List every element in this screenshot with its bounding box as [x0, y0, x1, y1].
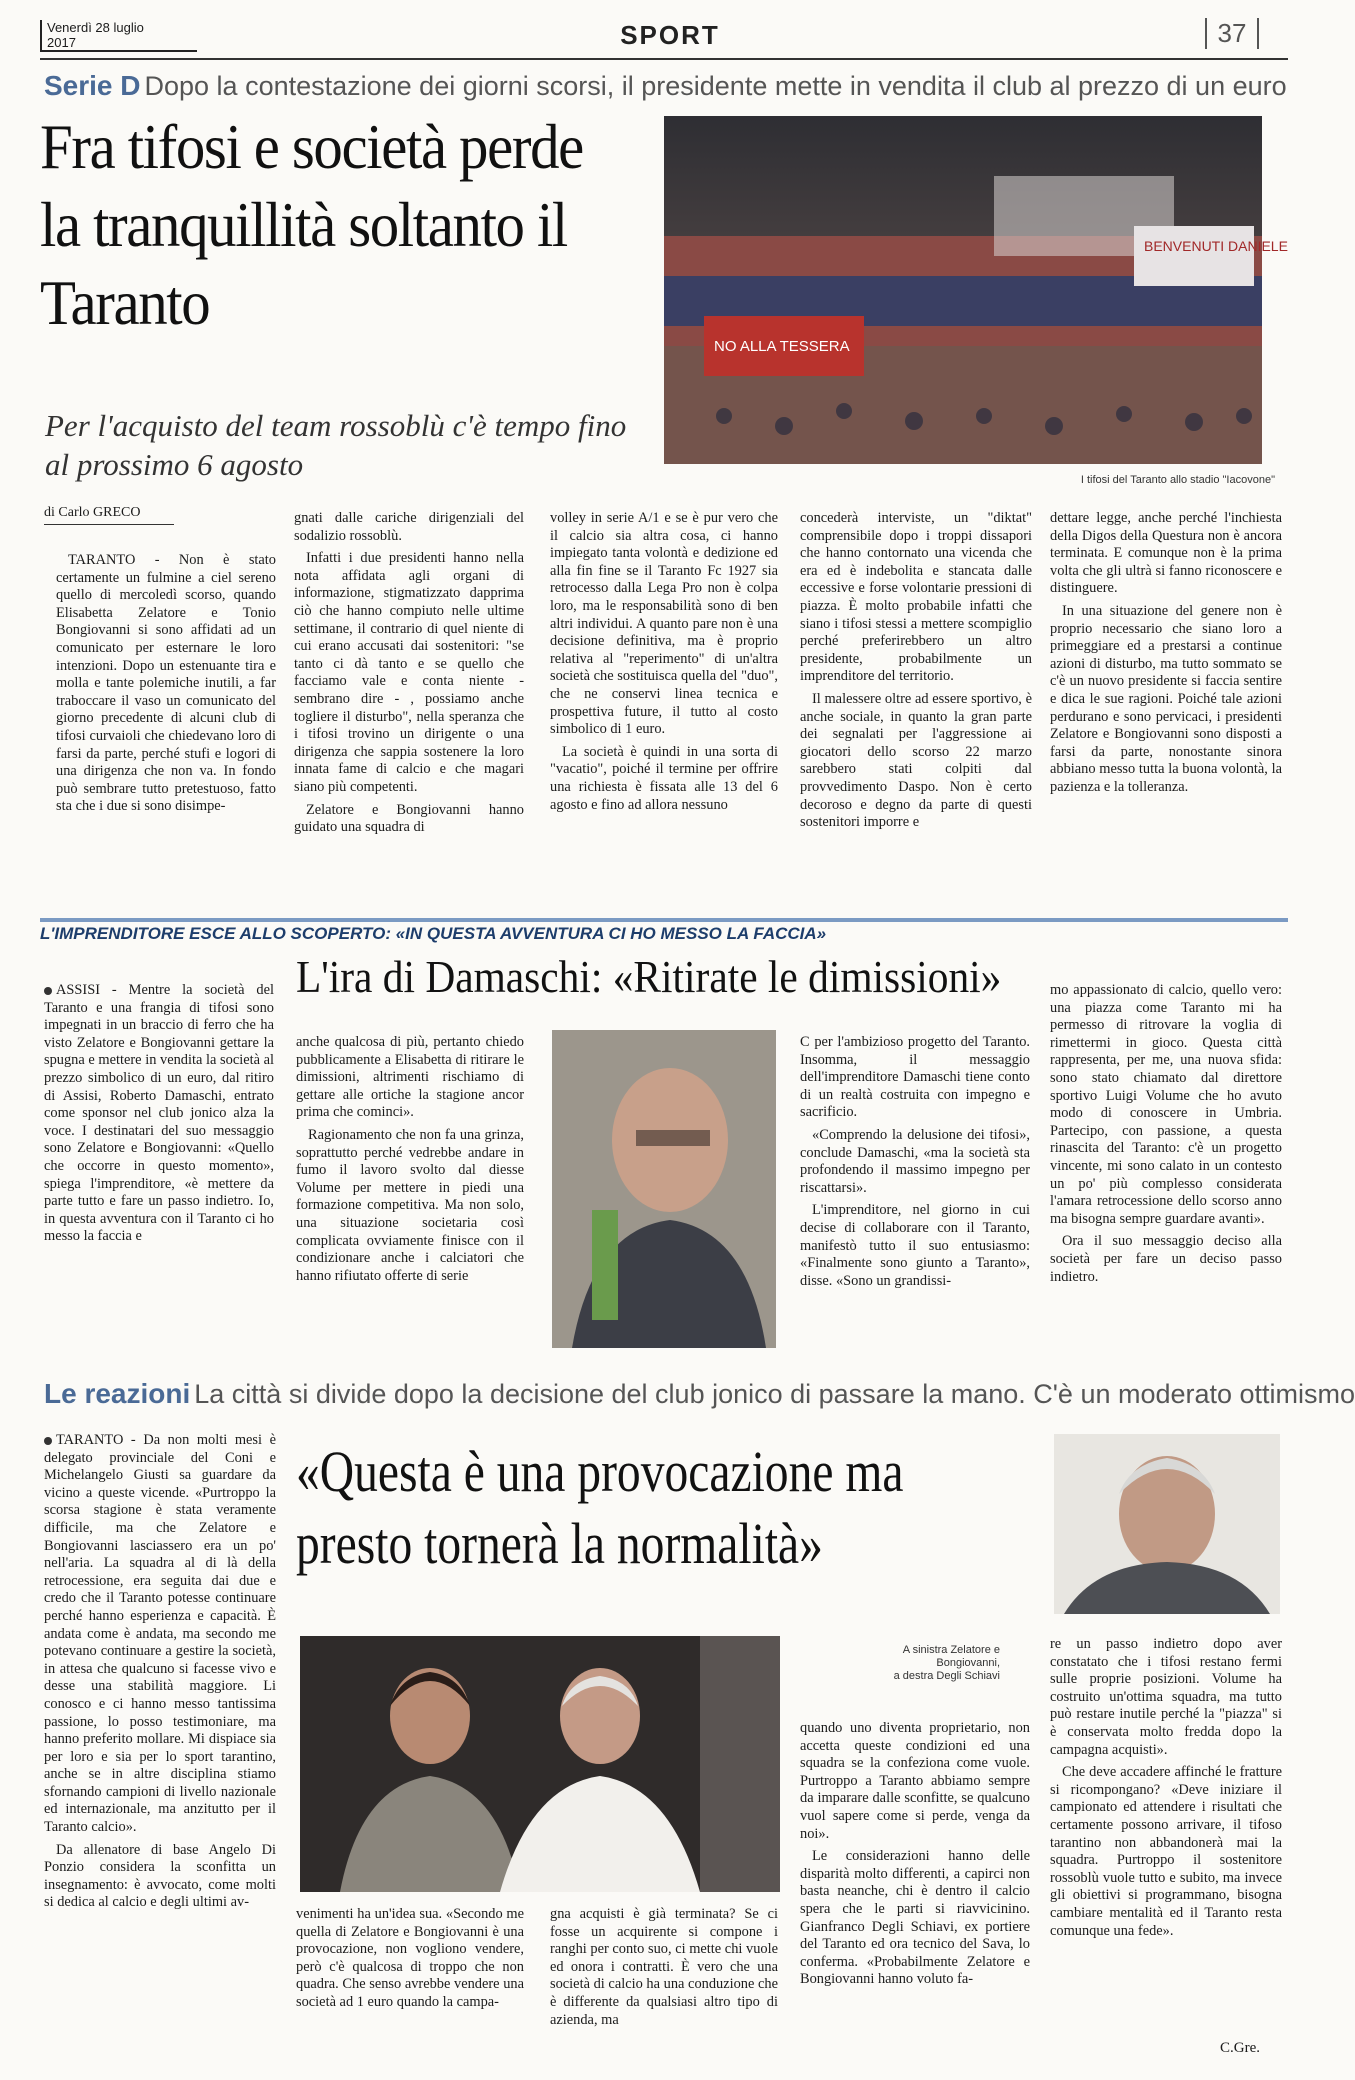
banner-text: BENVENUTI DANIELE: [1144, 238, 1288, 254]
paragraph: re un passo indietro dopo aver constatato che i tifosi restano fermi sulle proprie posizioni. Volume ha costruito un'ottima squadra, ma tutto può restare inutile perché la "piazza" si è conservata molto fredda dopo la campagna acquisti».: [1050, 1636, 1282, 1758]
kicker-text: La città si divide dopo la decisione del club jonico di passare la mano. C'è un moderato ottimismo: [194, 1379, 1355, 1409]
paragraph-text: ASSISI - Mentre la società del Taranto e una frangia di tifosi sono impegnati in un braccio di ferro che ha visto Zelatore e Bongiovanni gettare la spugna e mettere in vendita la società al prezzo simbolico di un euro, dal ritiro di Assisi, Roberto Damaschi, entrato come sponsor nel club jonico alza la voce. I destinatari del suo messaggio sono Zelatore e Bongiovanni: «Quello che occorre in questo momento», spiega l'imprenditore, «è mettere da parte tutto e fare un passo indietro. Io, in questa avventura con il Taranto ci ho messo la faccia e: [44, 982, 274, 1245]
paragraph: In una situazione del genere non è proprio necessario che siano loro a primeggiare ed a prestarsi a continue azioni di disturbo, ma tutto sommato se c'è un nuovo presidente si faccia sentire e dica le sue ragioni. Poiché tale azioni perdurano e sono pervicaci, i presidenti Zelatore e Bongiovanni sono disposti a farsi da parte, nonostante sinora abbiano messo tutta la buona volontà, la pazienza e la tolleranza.: [1050, 602, 1282, 795]
paragraph: La società è quindi in una sorta di "vacatio", poiché il termine per offrire una richiesta è fissata alle 13 del 6 agosto e fino ad allora nessuno: [550, 743, 778, 813]
paragraph: C per l'ambizioso progetto del Taranto. Insomma, il messaggio dell'imprenditore Damaschi tiene conto di un realtà costruita con impegno e sacrificio.: [800, 1034, 1030, 1121]
article1-kicker: [44, 70, 1294, 102]
group-photo-caption: [860, 1644, 1000, 1683]
date-year: 2017: [47, 35, 76, 50]
article2-box-head: L'IMPRENDITORE ESCE ALLO SCOPERTO: «IN QUESTA AVVENTURA CI HO MESSO LA FACCIA»: [40, 918, 1288, 944]
article1-column-4: [800, 510, 1032, 837]
article1-byline: di Carlo GRECO: [44, 505, 141, 520]
paragraph: quando uno diventa proprietario, non accetta queste condizioni ed una squadra se la confeziona come vuole. Purtroppo a Taranto abbiamo sempre da imparare dalle sconfitte, se qualcuno vuol sapere come si perde, venga da noi».: [800, 1720, 1030, 1842]
portrait-image: [552, 1030, 776, 1348]
paragraph: L'imprenditore, nel giorno in cui decise di collaborare con il Taranto, manifestò tutto il suo entusiasmo: «Finalmente sono giunto a Taranto», disse. «Sono un grandissi-: [800, 1202, 1030, 1289]
page-number: 37: [1205, 18, 1259, 49]
paragraph: Le considerazioni hanno delle disparità molto differenti, a capirci non basta neanche, chi è dentro il calcio spera che le parti si riavvicinino. Gianfranco Degli Schiavi, ex portiere del Taranto ed ora tecnico del Sava, lo conferma. «Probabilmente Zelatore e Bongiovanni hanno voluto fa-: [800, 1848, 1030, 1988]
article3-column-4: [800, 1720, 1030, 1994]
paragraph: dettare legge, anche perché l'inchiesta della Digos della Questura non è ancora terminata. E comunque non è la prima volta che gli ultrà si fanno riconoscere e distinguere.: [1050, 510, 1282, 597]
section-name: SPORT: [620, 20, 720, 50]
article3-column-5: [1050, 1636, 1282, 1945]
paragraph: Ragionamento che non fa una grinza, soprattutto perché vedrebbe andare in fumo il lavoro svolto dal diesse Volume per mettere in piedi una formazione competitiva. Ma non solo, una situazione societaria così complicata ovviamente finisce con il condizionare anche i calciatori che hanno rifiutato offerte di serie: [296, 1126, 524, 1284]
kicker-label: Serie D: [44, 70, 141, 101]
degli-schiavi-photo: [1054, 1434, 1280, 1614]
paragraph: [44, 982, 274, 1246]
article1-column-3: [550, 510, 778, 819]
byline-rule: [44, 524, 174, 525]
paragraph: gnati dalle cariche dirigenziali del sodalizio rossoblù.: [294, 510, 524, 544]
portrait-image: [1054, 1434, 1280, 1614]
article2-headline: L'ira di Damaschi: «Ritirate le dimissioni»: [296, 951, 1002, 1002]
kicker-text: Dopo la contestazione dei giorni scorsi, il presidente mette in vendita il club al prezzo di un euro: [144, 71, 1287, 101]
damaschi-photo: [552, 1030, 776, 1348]
article1-headline: Fra tifosi e società perde la tranquillità soltanto il Taranto: [40, 111, 583, 338]
paragraph-text: TARANTO - Da non molti mesi è delegato provinciale del Coni e Michelangelo Giusti sa guardare da vicino a queste vicende. «Purtroppo la scorsa stagione è stata veramente difficile, ma che Zelatore e Bongiovanni lasciassero era un po' nell'aria. La squadra al di là della retrocessione, era seguita dai due e credo che il Taranto potesse continuare perché hanno esperienza e capacità. È andata come è andata, ma secondo me potevano continuare a gestire la società, in attesa che qualcuno si facesse vivo e desse una stabilità maggiore. Li conosco e ci hanno messo tantissima passione, lo posso testimoniare, ma hanno preferito mollare. Mi dispiace sia per loro e sia per lo sport tarantino, anche se in altre disciplina stiamo sfornando campioni di livello nazionale ed internazionale, ma anzitutto per il Taranto calcio».: [44, 1432, 276, 1836]
kicker-label: Le reazioni: [44, 1378, 191, 1409]
article3-column-3: [550, 1906, 778, 2034]
paragraph: Il malessere oltre ad essere sportivo, è anche sociale, in quanto la gran parte dei segnalati per l'aggressione ai giocatori dello scorso 22 marzo sarebbero stati colpiti dal provvedimento Daspo. Non è certo decoroso e degno da parte di questi sostenitori imporre e: [800, 690, 1032, 831]
article3-column-2: [296, 1906, 524, 2017]
paragraph: Da allenatore di base Angelo Di Ponzio considera la sconfitta un insegnamento: è avvocato, come molti si dedica al calcio e degli ultimi av-: [44, 1841, 276, 1911]
article1-column-2: [294, 510, 524, 842]
paragraph: TARANTO - Non è stato certamente un fulmine a ciel sereno quello di mercoledì scorso, quando Elisabetta Zelatore e Tonio Bongiovanni si sono affidati ad un comunicato per esternare le loro intenzioni. Dopo un estenuante tira e molla e tante polemiche inutili, a far traboccare il vaso un comunicato del giorno precedente di alcuni club di tifosi curvaioli che chiedevano loro di farsi da parte, perché stufi e logori di una dirigenza che non va. In fondo può sembrare tutto pretestuoso, fatto sta che i due si sono disimpe-: [56, 552, 276, 815]
paragraph: concederà interviste, un "diktat" comprensibile dopo i troppi dissapori che hanno contornato una vicenda che era ed è indebolita e stancata dalle eccessive e forse volontarie pressioni di piazza. È molto probabile infatti che siano i tifosi stessi a mettere scompiglio perché preferirebbero un altro presidente, probabilmente un imprenditore del territorio.: [800, 510, 1032, 685]
caption-line: a destra Degli Schiavi: [893, 1670, 1000, 1682]
caption-line: A sinistra Zelatore e: [902, 1644, 1000, 1656]
caption-line: Bongiovanni,: [936, 1657, 1000, 1669]
paragraph: anche qualcosa di più, pertanto chiedo pubblicamente a Elisabetta di ritirare le dimissioni, altrimenti rischiamo di gettare alle ortiche la stagione ancor prima che cominci».: [296, 1034, 524, 1121]
issue-date: [40, 20, 197, 52]
article2-column-2: [296, 1034, 524, 1290]
bullet-icon: [44, 987, 52, 995]
paragraph: mo appassionato di calcio, quello vero: una piazza come Taranto mi ha permesso di ritrovare la voglia di rimettermi in gioco. Questa città rappresenta, per me, una nuova sfida: sono stato chiamato dal direttore sportivo Luigi Volume che ho avuto modo di conoscere in Umbria. Partecipo, con passione, a questa rinascita del Taranto: c'è un progetto vincente, mi sono calato in un contesto un po' più complesso considerata l'amara retrocessione dello scorso anno ma bisogna sempre guardare avanti».: [1050, 982, 1282, 1227]
article3-column-1: [44, 1432, 276, 1917]
article1-column-5: [1050, 510, 1282, 802]
group-photo-image: [300, 1636, 780, 1892]
header-rule: [40, 58, 1288, 60]
article1-column-1: [56, 552, 276, 821]
paragraph: [44, 1432, 276, 1837]
banner-text-2: NO ALLA TESSERA: [714, 338, 850, 355]
date-day: Venerdì 28 luglio: [47, 20, 144, 35]
paragraph: «Comprendo la delusione dei tifosi», conclude Damaschi, «ma la società sta profondendo il massimo impegno per riscattarsi».: [800, 1126, 1030, 1196]
article2-column-1: [44, 982, 274, 1251]
bullet-icon: [44, 1437, 52, 1445]
article2-column-3: [800, 1034, 1030, 1295]
paragraph: Ora il suo messaggio deciso alla società per fare un deciso passo indietro.: [1050, 1233, 1282, 1285]
paragraph: gna acquisti è già terminata? Se ci fosse un acquirente si compone i ranghi per conto suo, ci mette chi vuole ed onora i contratti. È vero che una società di calcio ha una conduzione che è differente da qualsiasi altro tipo di azienda, ma: [550, 1906, 778, 2028]
zelatore-bongiovanni-photo: [300, 1636, 780, 1892]
article3-signature: C.Gre.: [1220, 2040, 1260, 2056]
stadium-photo-caption: I tifosi del Taranto allo stadio "Iacovone": [1080, 474, 1275, 486]
paragraph: venimenti ha un'idea sua. «Secondo me quella di Zelatore e Bongiovanni è una provocazione, non vogliono vendere, però c'è qualcosa di troppo che non quadra. Che senso avrebbe vendere una società ad 1 euro quando la campa-: [296, 1906, 524, 2010]
stadium-crowd-image: [664, 116, 1288, 464]
article3-kicker: [44, 1378, 1355, 1410]
paragraph: Che deve accadere affinché le fratture si ricompongano? «Deve iniziare il campionato ed attendere i risultati che certamente possono arrivare, il tifoso tarantino non abbandonerà mai la squadra. Purtroppo il sostenitore rossoblù vuole tutto e subito, ma invece gli obiettivi si programmano, bisogna cambiare mentalità ed il Taranto resta comunque una fede».: [1050, 1764, 1282, 1939]
article2-column-4: [1050, 982, 1282, 1291]
paragraph: volley in serie A/1 e se è pur vero che il calcio sia altra cosa, ci hanno impiegato tanta volontà e dedizione ed alla fin fine se il Taranto Fc 1927 sia retrocesso dalla Lega Pro non è colpa loro, ma le responsabilità sono di ben altri individui. A quanto pare non è una decisione definitiva, ma è proprio relativa al "reperimento" di un'altra società che sostituisca quella del "duo", che ne conservi linea tecnica e prospettiva future, il tutto al costo simbolico di 1 euro.: [550, 510, 778, 738]
stadium-photo: [664, 116, 1288, 464]
paragraph: Zelatore e Bongiovanni hanno guidato una squadra di: [294, 801, 524, 836]
paragraph: Infatti i due presidenti hanno nella nota affidata agli organi di informazione, stigmatizzato dapprima ciò che hanno compiuto nelle ultime settimane, il contrario di quel niente di cui erano accusati dai sostenitori: "se tanto ci dà tanto e se quello che facciamo vale e conta niente - sembrano dire - , possiamo anche togliere il disturbo", nella speranza che i tifosi trovino un dirigente o una dirigenza che sappia sostenere la loro innata fame di calcio e che magari siano più competenti.: [294, 550, 524, 795]
article1-subhead: Per l'acquisto del team rossoblù c'è tempo fino al prossimo 6 agosto: [45, 408, 627, 482]
article3-headline: «Questa è una provocazione ma presto tornerà la normalità»: [296, 1439, 904, 1576]
